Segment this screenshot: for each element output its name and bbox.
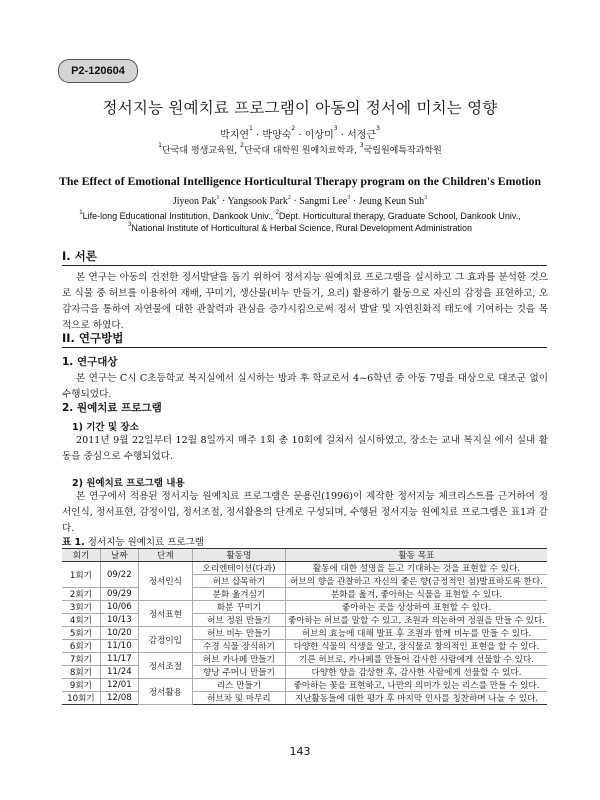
- table-row: 4회기 10/13 허브 정원 만들기 좋아하는 허브를 말할 수 있고, 조원과 의논하여 정원을 만들 수 있다.: [62, 614, 547, 627]
- subsection-heading-program: 2. 원예치료 프로그램: [62, 402, 162, 414]
- table-row: 1회기 09/22 정서인식 오리엔테이션(다과) 활동에 대한 설명을 듣고 기대하는 것을 표현할 수 있다.: [62, 562, 547, 575]
- table-row: 2회기 09/29 분화 옮겨심기 분화를 옮겨, 좋아하는 식물을 표현할 수 있다.: [62, 588, 547, 601]
- abstract-id-badge: P2-120604: [58, 59, 138, 83]
- program-table: [62, 548, 547, 705]
- section-rule: [62, 347, 547, 348]
- table-row: 허브 삽목하기 허브의 향을 관찰하고 자신의 좋은 향(긍정적인 점)발표하도록 한다.: [62, 575, 547, 588]
- stage-cell: 정서표현: [138, 601, 192, 627]
- intro-paragraph: 본 연구는 아동의 건전한 정서발달을 돕기 위하여 정서지능 원예치료 프로그램을 실시하고 그 효과를 분석한 것으로 식물 중 허브를 이용하여 재배, 꾸미기, 생산물(비누 만들기, 요리) 활용하기 활동으로 자신의 감정을 표현하고, 오감자극을 통하여 자연물에 대한 관찰력과 관심을 증가시킴으로써 정서 발달 및 자연친화적 태도에 기여하는 것을 목적으로 하였다.: [62, 272, 548, 331]
- author-ko: 이상미: [304, 130, 334, 141]
- title-korean: 정서지능 원예치료 프로그램이 아동의 정서에 미치는 영향: [102, 99, 498, 117]
- subsection-heading-subject: 1. 연구대상: [62, 356, 118, 368]
- stage-cell: 정서인식: [138, 562, 192, 601]
- stage-cell: 감정이입: [138, 627, 192, 653]
- col-header: 단계: [138, 549, 192, 562]
- section-heading-method: II. 연구방법: [62, 331, 124, 345]
- stage-cell: 정서활용: [138, 679, 192, 705]
- title-english: The Effect of Emotional Intelligence Horticultural Therapy program on the Children's Emotion: [58, 174, 542, 188]
- affiliations-english-line1: $^1$Life-long Educational Institution, Dankook Univ., $^2$Dept. Horticultural therapy, Graduate School, Dankook Univ.,: [79, 210, 521, 221]
- authors-korean: 박지연$^1$ · 박양숙$^2$ · 이상미$^3$ · 서정근$^3$: [220, 125, 380, 141]
- author-ko: 박지연: [220, 130, 250, 141]
- col-header: 날짜: [100, 549, 138, 562]
- stage-cell: 정서조절: [138, 653, 192, 679]
- authors-english: Jiyeon Pak$^1$ · Yangsook Park$^2$ · Sangmi Lee$^3$ · Jeung Keun Suh$^3$: [172, 195, 428, 207]
- affiliations-english-line2: $^3$National Institute of Horticultural & Herbal Science, Rural Development Administration: [127, 222, 472, 233]
- subsubsection-heading-period: 1) 기간 및 장소: [72, 422, 139, 433]
- author-ko: 박양숙: [262, 130, 292, 141]
- table-caption: 표 1. 정서지능 원예치료 프로그램: [62, 537, 204, 548]
- col-header: 활동 목표: [286, 549, 547, 562]
- author-ko: 서정근: [347, 130, 377, 141]
- table-header-row: [62, 549, 547, 562]
- subject-paragraph: 본 연구는 C시 C초등학교 복지실에서 실시하는 방과 후 학교로서 4~6학년 중 아동 7명을 대상으로 대조군 없이 수행되었다.: [62, 373, 548, 400]
- content-paragraph: 본 연구에서 적용된 정서지능 원예치료 프로그램은 문용린(1996)이 제작한 정서지능 체크리스트를 근거하여 정서인식, 정서표현, 감정이입, 정서조절, 정서활용의 단계로 구성되며, 수행된 정서지능 원예치료 프로그램은 표1과 같다.: [62, 491, 548, 534]
- affiliations-korean: $^1$단국대 평생교육원, $^2$단국대 대학원 원예치료학과, $^3$국립원예특작과학원: [158, 142, 442, 156]
- table-row: 7회기 11/17 정서조절 허브 카나페 만들기 기른 허브로, 카나페를 만들어 감사한 사람에게 선물할 수 있다.: [62, 653, 547, 666]
- table-row: 3회기 10/06 정서표현 화분 꾸미기 좋아하는 곳을 상상하여 표현할 수 있다.: [62, 601, 547, 614]
- section-rule: [62, 265, 547, 266]
- table-row: 8회기 11/24 향낭 주머니 만들기 다양한 향을 감상한 후, 감사한 사람에게 선물할 수 있다.: [62, 666, 547, 679]
- period-paragraph: 2011년 9월 22일부터 12월 8일까지 매주 1회 총 10회에 걸쳐서 실시하였고, 장소는 교내 복지실 에서 실내 활동을 중심으로 수행되었다.: [62, 435, 548, 462]
- table-row: 5회기 10/20 감정이입 허브 비누 만들기 허브의 효능에 대해 발표 후 조원과 함께 비누를 만들 수 있다.: [62, 627, 547, 640]
- section-heading-intro: I. 서론: [62, 249, 97, 263]
- table-row: 9회기 12/01 정서활용 리스 만들기 좋아하는 꽃을 표현하고, 나만의 의미가 있는 리스를 만들 수 있다.: [62, 679, 547, 692]
- table-row: 6회기 11/10 수경 식물 장식하기 다양한 식물의 식생을 알고, 장식물로 창의적인 표현을 할 수 있다.: [62, 640, 547, 653]
- subsubsection-heading-content: 2) 원예치료 프로그램 내용: [72, 478, 185, 489]
- col-header: 활동명: [192, 549, 285, 562]
- col-header: 회기: [62, 549, 100, 562]
- page-number: 143: [289, 745, 311, 758]
- table-row: 10회기 12/08 허브차 및 마무리 지난활동들에 대한 평가 후 마지막 인사를 칭찬하며 나눌 수 있다.: [62, 692, 547, 705]
